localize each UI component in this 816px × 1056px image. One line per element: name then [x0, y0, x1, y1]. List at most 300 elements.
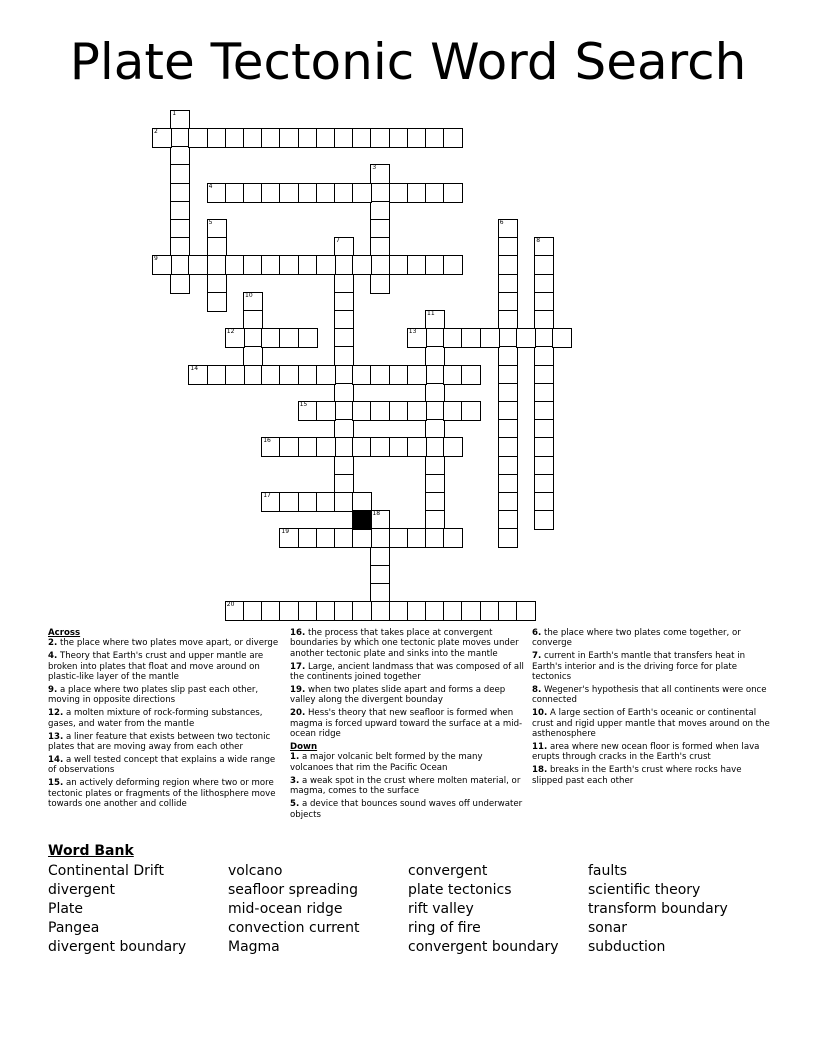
clue-text: a well tested concept that explains a wide range of observations [48, 754, 276, 776]
grid-cell[interactable] [243, 601, 263, 621]
clue-item [290, 799, 526, 820]
grid-cell[interactable] [389, 255, 409, 275]
grid-cell[interactable] [407, 528, 427, 548]
clue-text: Large, ancient landmass that was composed of all the continents joined together [290, 661, 524, 683]
clue-number: 19 [281, 528, 290, 536]
grid-cell[interactable] [243, 328, 263, 348]
grid-cell[interactable] [498, 437, 518, 457]
grid-cell[interactable] [261, 328, 281, 348]
grid-cell[interactable] [370, 255, 390, 275]
grid-cell[interactable] [461, 401, 481, 421]
grid-cell[interactable] [316, 437, 336, 457]
clue-number: 1 [172, 109, 177, 117]
grid-cell[interactable] [498, 528, 518, 548]
grid-cell[interactable] [334, 383, 354, 403]
clue-item [290, 752, 526, 773]
grid-cell[interactable] [279, 255, 299, 275]
clue-number: 7 [336, 237, 340, 245]
grid-cell[interactable] [425, 528, 445, 548]
grid-cell[interactable] [188, 365, 208, 385]
grid-cell[interactable] [279, 365, 299, 385]
grid-cell[interactable] [461, 365, 481, 385]
clue-num: 6. [532, 628, 542, 638]
grid-cell[interactable] [534, 237, 554, 257]
grid-cell[interactable] [534, 346, 554, 366]
clue-text: a place where two plates slip past each other, moving in opposite directions [48, 685, 259, 706]
grid-cell[interactable] [298, 492, 318, 512]
word-bank-column [408, 862, 559, 957]
grid-cell[interactable] [407, 365, 427, 385]
grid-cell[interactable] [352, 255, 372, 275]
grid-cell[interactable] [498, 601, 518, 621]
clue-text: current in Earth's mantle that transfers heat in Earth's interior and is the driving force for plate tectonics [532, 651, 746, 683]
grid-cell[interactable] [279, 328, 299, 348]
clue-text: a major volcanic belt formed by the many volcanoes that rim the Pacific Ocean [290, 752, 483, 773]
grid-cell[interactable] [352, 183, 372, 203]
clue-num: 14. [48, 754, 64, 765]
clue-item [290, 708, 526, 739]
clue-num: 4. [48, 651, 58, 662]
grid-cell[interactable] [279, 437, 299, 457]
grid-cell[interactable] [425, 492, 445, 512]
grid-cell[interactable] [370, 565, 390, 585]
grid-cell[interactable] [243, 365, 263, 385]
grid-cell[interactable] [389, 528, 409, 548]
clue-item [290, 685, 526, 706]
grid-cell[interactable] [334, 528, 354, 548]
clue-number: 6 [499, 219, 504, 226]
clue-number: 15 [299, 401, 308, 408]
grid-cell[interactable] [279, 492, 299, 512]
grid-cell[interactable] [407, 401, 427, 421]
grid-cell[interactable] [443, 601, 463, 621]
clue-item [48, 755, 284, 776]
grid-cell[interactable] [425, 419, 445, 439]
clue-item [48, 778, 284, 809]
grid-cell[interactable] [261, 365, 281, 385]
clue-number: 14 [190, 364, 199, 372]
clue-num: 10. [532, 708, 548, 719]
word-bank-item: divergent [48, 882, 116, 898]
grid-cell[interactable] [498, 456, 518, 476]
clue-text: a liner feature that exists between two tectonic plates that are moving away from each other [48, 731, 271, 753]
grid-cell[interactable] [261, 601, 281, 621]
grid-cell[interactable] [334, 346, 354, 366]
grid-cell[interactable] [389, 601, 409, 621]
grid-cell[interactable] [152, 255, 172, 275]
grid-cell[interactable] [407, 328, 427, 348]
grid-cell[interactable] [370, 274, 390, 294]
clue-number: 2 [154, 128, 158, 135]
grid-cell[interactable] [480, 601, 500, 621]
grid-cell[interactable] [425, 601, 445, 621]
grid-cell[interactable] [261, 437, 281, 457]
grid-cell[interactable] [425, 383, 445, 403]
clue-number: 12 [226, 328, 235, 336]
grid-cell[interactable] [316, 601, 336, 621]
word-bank-column [228, 862, 360, 957]
word-bank-item: transform boundary [588, 901, 728, 917]
grid-cell[interactable] [225, 255, 245, 275]
grid-cell[interactable] [534, 255, 554, 275]
grid-cell[interactable] [461, 601, 481, 621]
page-title: Plate Tectonic Word Search [69, 33, 747, 91]
grid-cell[interactable] [407, 128, 427, 148]
clue-num: 18. [532, 765, 548, 776]
clue-item [532, 742, 772, 763]
grid-cell[interactable] [316, 183, 336, 203]
word-bank-item: convection current [228, 920, 360, 936]
grid-cell[interactable] [207, 183, 227, 203]
grid-cell[interactable] [498, 365, 518, 385]
clue-num: 9. [48, 685, 58, 696]
clue-text: breaks in the Earth's crust where rocks have slipped past each other [532, 765, 742, 786]
grid-cell[interactable] [498, 401, 518, 421]
grid-cell[interactable] [243, 292, 263, 312]
clue-item [532, 685, 772, 706]
grid-cell[interactable] [188, 128, 208, 148]
grid-cell[interactable] [352, 401, 372, 421]
grid-cell[interactable] [261, 492, 281, 512]
grid-cell[interactable] [552, 328, 572, 348]
grid-cell[interactable] [207, 255, 227, 275]
grid-cell[interactable] [298, 183, 318, 203]
grid-cell[interactable] [407, 437, 427, 457]
grid-cell[interactable] [498, 274, 518, 294]
grid-cell[interactable] [334, 365, 354, 385]
grid-cell[interactable] [334, 456, 354, 476]
grid-cell[interactable] [534, 419, 554, 439]
grid-cell[interactable] [316, 255, 336, 275]
grid-cell[interactable] [516, 328, 536, 348]
clues-column-3 [532, 628, 772, 789]
grid-cell[interactable] [407, 183, 427, 203]
grid-cell[interactable] [407, 255, 427, 275]
clue-item [48, 708, 284, 729]
grid-cell[interactable] [334, 274, 354, 294]
grid-cell[interactable] [279, 128, 299, 148]
clue-num: 19. [290, 685, 306, 696]
clue-number: 5 [208, 219, 213, 226]
clue-text: a device that bounces sound waves off underwater objects [290, 799, 523, 820]
clue-text: A large section of Earth's oceanic or continental crust and rigid upper mantle that moves around on the asthenosphere [532, 708, 770, 740]
grid-cell[interactable] [334, 237, 354, 257]
clue-num: 20. [290, 708, 306, 719]
grid-cell[interactable] [298, 401, 318, 421]
black-cell [352, 510, 372, 530]
grid-cell[interactable] [443, 255, 463, 275]
clue-item [290, 628, 526, 659]
grid-cell[interactable] [425, 456, 445, 476]
word-bank-item: plate tectonics [408, 882, 512, 898]
across-heading: Across [48, 628, 81, 638]
clue-text: the process that takes place at convergent boundaries by which one tectonic plate moves under another tectonic plate and sinks into the mantle [290, 628, 519, 659]
grid-cell[interactable] [498, 310, 518, 330]
clue-text: Hess's theory that new seafloor is formed when magma is forced upward toward the surface at a mid-ocean ridge [290, 708, 523, 740]
grid-cell[interactable] [498, 328, 518, 348]
grid-cell[interactable] [170, 274, 190, 294]
grid-cell[interactable] [170, 183, 190, 203]
grid-cell[interactable] [498, 419, 518, 439]
grid-cell[interactable] [352, 492, 372, 512]
grid-cell[interactable] [443, 183, 463, 203]
grid-cell[interactable] [370, 547, 390, 567]
grid-cell[interactable] [425, 474, 445, 494]
grid-cell[interactable] [443, 365, 463, 385]
word-bank-column [48, 862, 186, 957]
clue-number: 9 [154, 255, 158, 263]
grid-cell[interactable] [534, 474, 554, 494]
grid-cell[interactable] [370, 164, 390, 184]
word-bank-column [588, 862, 728, 957]
grid-cell[interactable] [425, 128, 445, 148]
clue-number: 18 [372, 510, 381, 518]
grid-cell[interactable] [334, 492, 354, 512]
clue-num: 7. [532, 651, 542, 662]
clue-item [290, 776, 526, 797]
grid-cell[interactable] [370, 183, 390, 203]
grid-cell[interactable] [389, 365, 409, 385]
grid-cell[interactable] [425, 437, 445, 457]
grid-cell[interactable] [170, 237, 190, 257]
clue-number: 17 [263, 492, 271, 499]
grid-cell[interactable] [370, 201, 390, 221]
word-bank-item: divergent boundary [48, 939, 187, 955]
word-bank-item: convergent boundary [408, 939, 559, 955]
clue-text: an actively deforming region where two or more tectonic plates or fragments of the lithosphere move towards one another and collide [48, 778, 276, 810]
grid-cell[interactable] [279, 183, 299, 203]
grid-cell[interactable] [243, 310, 263, 330]
grid-cell[interactable] [225, 183, 245, 203]
word-bank-heading: Word Bank [48, 843, 134, 859]
grid-cell[interactable] [334, 401, 354, 421]
grid-cell[interactable] [298, 437, 318, 457]
clue-text: the place where two plates come together, or converge [532, 628, 741, 649]
grid-cell[interactable] [298, 365, 318, 385]
clue-number: 10 [245, 291, 253, 299]
clue-item [532, 765, 772, 786]
grid-cell[interactable] [461, 328, 481, 348]
grid-cell[interactable] [534, 401, 554, 421]
grid-cell[interactable] [534, 383, 554, 403]
grid-cell[interactable] [316, 401, 336, 421]
clue-num: 15. [48, 778, 64, 789]
grid-cell[interactable] [498, 255, 518, 275]
grid-cell[interactable] [370, 583, 390, 603]
grid-cell[interactable] [152, 128, 172, 148]
grid-cell[interactable] [389, 437, 409, 457]
grid-cell[interactable] [298, 255, 318, 275]
grid-cell[interactable] [334, 183, 354, 203]
grid-cell[interactable] [534, 492, 554, 512]
grid-cell[interactable] [534, 328, 554, 348]
clue-text: a weak spot in the crust where molten material, or magma, comes to the surface [290, 775, 521, 797]
word-bank-item: seafloor spreading [228, 882, 358, 898]
clue-num: 8. [532, 685, 542, 696]
grid-cell[interactable] [334, 601, 354, 621]
grid-cell[interactable] [188, 255, 208, 275]
grid-cell[interactable] [425, 401, 445, 421]
grid-cell[interactable] [370, 528, 390, 548]
grid-cell[interactable] [334, 128, 354, 148]
grid-cell[interactable] [298, 128, 318, 148]
clue-item [48, 651, 284, 682]
grid-cell[interactable] [334, 310, 354, 330]
grid-cell[interactable] [207, 237, 227, 257]
grid-cell[interactable] [370, 601, 390, 621]
grid-cell[interactable] [352, 437, 372, 457]
grid-cell[interactable] [225, 601, 245, 621]
grid-cell[interactable] [534, 456, 554, 476]
grid-cell[interactable] [352, 128, 372, 148]
grid-cell[interactable] [334, 292, 354, 312]
word-bank-item: Pangea [48, 920, 100, 936]
grid-cell[interactable] [316, 128, 336, 148]
grid-cell[interactable] [261, 183, 281, 203]
grid-cell[interactable] [534, 292, 554, 312]
grid-cell[interactable] [443, 401, 463, 421]
grid-cell[interactable] [443, 328, 463, 348]
clue-number: 3 [372, 164, 377, 172]
grid-cell[interactable] [261, 128, 281, 148]
grid-cell[interactable] [334, 419, 354, 439]
grid-cell[interactable] [279, 601, 299, 621]
grid-cell[interactable] [334, 255, 354, 275]
grid-cell[interactable] [498, 510, 518, 530]
clue-num: 17. [290, 661, 306, 672]
grid-cell[interactable] [170, 128, 190, 148]
grid-cell[interactable] [498, 492, 518, 512]
grid-cell[interactable] [389, 128, 409, 148]
clue-item [48, 732, 284, 753]
clue-number: 11 [427, 310, 435, 317]
word-bank-item: Magma [228, 939, 280, 955]
grid-cell[interactable] [352, 601, 372, 621]
grid-cell[interactable] [425, 183, 445, 203]
grid-cell[interactable] [534, 274, 554, 294]
grid-cell[interactable] [207, 365, 227, 385]
grid-cell[interactable] [443, 128, 463, 148]
clue-number: 16 [263, 437, 271, 445]
grid-cell[interactable] [534, 437, 554, 457]
grid-cell[interactable] [298, 328, 318, 348]
clue-number: 8 [536, 237, 541, 245]
grid-cell[interactable] [225, 365, 245, 385]
clue-text: Wegener's hypothesis that all continents were once connected [532, 685, 767, 706]
grid-cell[interactable] [298, 601, 318, 621]
grid-cell[interactable] [225, 128, 245, 148]
grid-cell[interactable] [316, 365, 336, 385]
grid-cell[interactable] [370, 237, 390, 257]
grid-cell[interactable] [334, 328, 354, 348]
grid-cell[interactable] [534, 510, 554, 530]
grid-cell[interactable] [480, 328, 500, 348]
word-bank-item: convergent [408, 863, 488, 879]
grid-cell[interactable] [207, 128, 227, 148]
word-bank-item: faults [588, 863, 628, 879]
clue-num: 16. [290, 628, 306, 638]
grid-cell[interactable] [498, 237, 518, 257]
grid-cell[interactable] [534, 365, 554, 385]
grid-cell[interactable] [425, 510, 445, 530]
grid-cell[interactable] [352, 528, 372, 548]
grid-cell[interactable] [316, 528, 336, 548]
grid-cell[interactable] [316, 492, 336, 512]
grid-cell[interactable] [170, 255, 190, 275]
grid-cell[interactable] [243, 183, 263, 203]
grid-cell[interactable] [443, 528, 463, 548]
grid-cell[interactable] [170, 164, 190, 184]
word-bank-item: sonar [588, 920, 628, 936]
grid-cell[interactable] [170, 146, 190, 166]
grid-cell[interactable] [498, 292, 518, 312]
grid-cell[interactable] [170, 110, 190, 130]
grid-cell[interactable] [534, 310, 554, 330]
word-bank-item: ring of fire [408, 920, 481, 936]
grid-cell[interactable] [498, 474, 518, 494]
across-clue-list-continued [290, 628, 526, 740]
grid-cell[interactable] [261, 255, 281, 275]
grid-cell[interactable] [407, 601, 427, 621]
grid-cell[interactable] [279, 528, 299, 548]
grid-cell[interactable] [207, 292, 227, 312]
clue-num: 2. [48, 638, 58, 649]
grid-cell[interactable] [516, 601, 536, 621]
grid-cell[interactable] [389, 183, 409, 203]
grid-cell[interactable] [389, 401, 409, 421]
grid-cell[interactable] [170, 201, 190, 221]
grid-cell[interactable] [370, 401, 390, 421]
word-bank-item: subduction [588, 939, 666, 955]
grid-cell[interactable] [425, 365, 445, 385]
grid-cell[interactable] [370, 128, 390, 148]
grid-cell[interactable] [498, 383, 518, 403]
grid-cell[interactable] [370, 219, 390, 239]
grid-cell[interactable] [425, 346, 445, 366]
clue-num: 5. [290, 799, 300, 810]
grid-cell[interactable] [425, 255, 445, 275]
grid-cell[interactable] [243, 128, 263, 148]
grid-cell[interactable] [243, 255, 263, 275]
grid-cell[interactable] [443, 437, 463, 457]
grid-cell[interactable] [207, 219, 227, 239]
grid-cell[interactable] [243, 346, 263, 366]
grid-cell[interactable] [225, 328, 245, 348]
clue-item [532, 651, 772, 682]
grid-cell[interactable] [334, 437, 354, 457]
clues-column-1 [48, 628, 284, 812]
grid-cell[interactable] [425, 310, 445, 330]
word-bank-item: scientific theory [588, 882, 701, 898]
grid-cell[interactable] [370, 437, 390, 457]
grid-cell[interactable] [370, 510, 390, 530]
clue-item [532, 628, 772, 649]
grid-cell[interactable] [298, 528, 318, 548]
grid-cell[interactable] [498, 219, 518, 239]
grid-cell[interactable] [370, 365, 390, 385]
grid-cell[interactable] [498, 346, 518, 366]
grid-cell[interactable] [334, 474, 354, 494]
clue-num: 12. [48, 708, 64, 719]
grid-cell[interactable] [207, 274, 227, 294]
grid-cell[interactable] [425, 328, 445, 348]
clue-item [290, 662, 526, 683]
clue-num: 1. [290, 752, 300, 763]
grid-cell[interactable] [352, 365, 372, 385]
clue-text: when two plates slide apart and forms a deep valley along the divergent bounday [290, 685, 506, 706]
word-bank-item: volcano [228, 863, 283, 879]
grid-cell[interactable] [170, 219, 190, 239]
